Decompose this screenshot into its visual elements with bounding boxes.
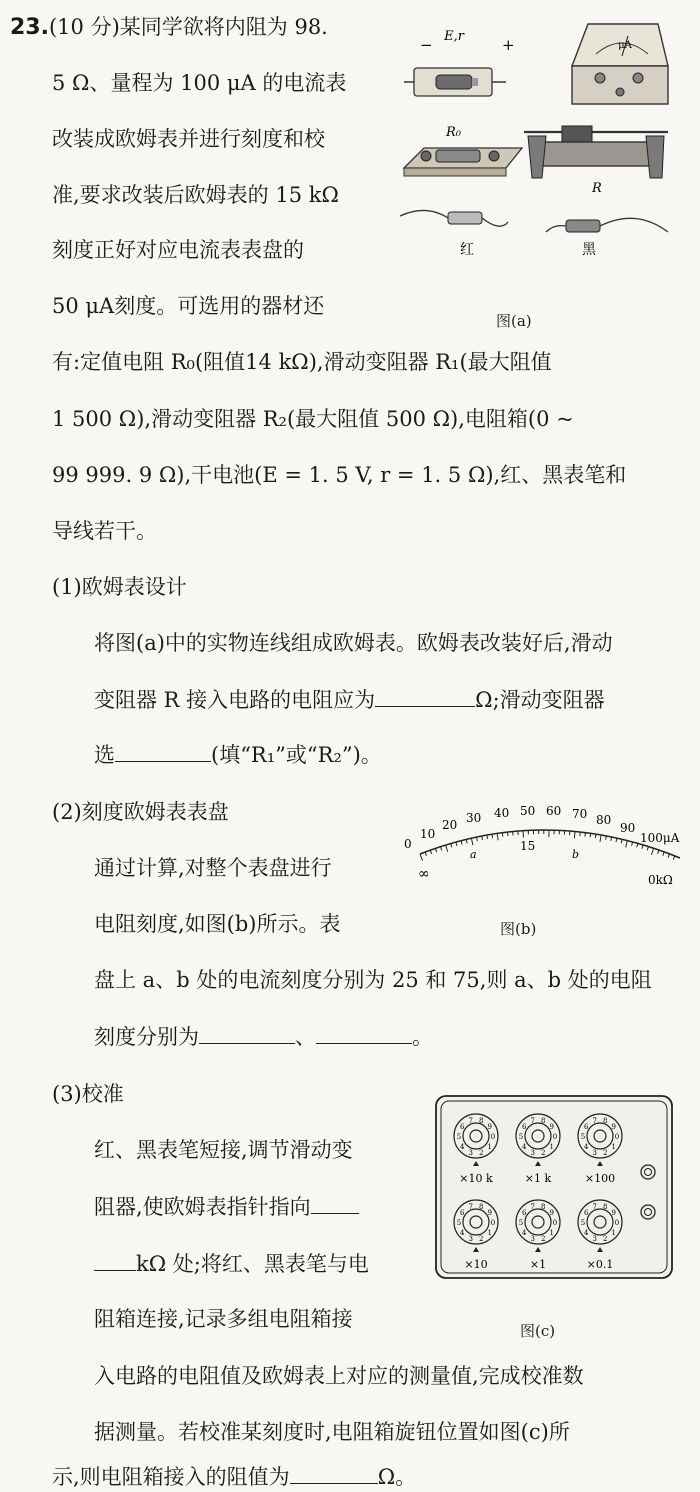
svg-text:1: 1 [550,1143,554,1151]
answer-blank-b-resistance[interactable] [316,1021,412,1044]
dial-tick [497,833,498,840]
microammeter-icon [572,24,668,104]
dial-tick [446,845,448,852]
multiplier-x10k: ×10 k [459,1172,493,1185]
svg-text:1: 1 [550,1229,554,1237]
part1-line-2 [94,684,605,715]
answer-blank-kohm-part2[interactable] [94,1248,136,1271]
dial-tick [651,848,653,855]
svg-text:9: 9 [612,1209,616,1217]
part1-line-3-tail: (填“R₁”或“R₂”)。 [211,743,382,767]
part3-line-2-text: 阻器,使欧姆表指针指向 [94,1195,311,1219]
svg-text:4: 4 [460,1229,465,1237]
intro-line-1: 某同学欲将内阻为 98. [120,15,328,39]
figure-a [396,18,696,278]
svg-text:3: 3 [469,1235,473,1243]
part3-line-3-text: kΩ 处;将红、黑表笔与电 [136,1252,369,1276]
svg-text:9: 9 [488,1209,492,1217]
svg-text:5: 5 [519,1133,523,1141]
black-probe-icon [546,218,668,232]
svg-text:7: 7 [469,1203,473,1211]
multiplier-x1k: ×1 k [525,1172,552,1185]
figure-a-caption: 图(a) [496,310,532,331]
intro-line-4: 准,要求改装后欧姆表的 15 kΩ [52,180,339,210]
answer-blank-r-value[interactable] [375,684,475,707]
multiplier-x10: ×10 [464,1258,487,1271]
svg-text:2: 2 [479,1235,483,1243]
multiplier-x100: ×100 [585,1172,615,1185]
tick-label-60: 60 [546,804,561,818]
meter-unit-label: μA [618,40,632,51]
svg-text:6: 6 [522,1209,527,1217]
svg-text:2: 2 [541,1149,545,1157]
battery-label: E,r [443,29,465,44]
svg-text:0: 0 [491,1219,495,1227]
zero-kohm-label: 0kΩ [648,873,673,887]
infinity-label: ∞ [418,866,430,882]
rheostat-label: R [591,181,602,196]
intro-full-line-1: 有:定值电阻 R₀(阻值14 kΩ),滑动变阻器 R₁(最大阻值 [52,347,552,377]
svg-text:3: 3 [531,1149,535,1157]
part3-line-4: 阻箱连接,记录多组电阻箱接 [94,1304,353,1334]
intro-line-5: 刻度正好对应电流表表盘的 [52,235,304,265]
svg-text:0: 0 [615,1133,619,1141]
svg-text:0: 0 [553,1219,557,1227]
red-probe-label: 红 [460,242,474,258]
part3-line-5: 入电路的电阻值及欧姆表上对应的测量值,完成校准数 [94,1361,584,1391]
figure-b-caption: 图(b) [500,918,536,939]
svg-text:8: 8 [541,1117,545,1125]
svg-text:7: 7 [531,1203,535,1211]
svg-text:1: 1 [612,1143,616,1151]
part2-line-4-text: 刻度分别为 [94,1025,199,1049]
svg-text:5: 5 [457,1133,461,1141]
tick-label-20: 20 [442,818,457,832]
part2-line-2: 电阻刻度,如图(b)所示。表 [94,909,341,939]
svg-text:3: 3 [593,1235,597,1243]
svg-text:8: 8 [479,1203,483,1211]
part3-heading: (3)校准 [52,1079,124,1109]
dial-tick [420,854,423,861]
tick-label-100ua: 100μA [640,831,680,845]
svg-text:1: 1 [612,1229,616,1237]
svg-text:2: 2 [479,1149,483,1157]
rheostat-icon [524,126,668,178]
part2-line-3: 盘上 a、b 处的电流刻度分别为 25 和 75,则 a、b 处的电阻 [94,965,652,995]
part3-line-7 [52,1461,416,1492]
part3-line-1: 红、黑表笔短接,调节滑动变 [94,1135,353,1165]
fixed-resistor-icon [404,148,522,176]
question-score: (10 分) [49,15,120,39]
dial-tick [626,841,628,848]
tick-label-30: 30 [466,811,481,825]
tick-label-40: 40 [494,806,509,820]
mark-b-label: b [572,848,579,861]
part2-heading: (2)刻度欧姆表表盘 [52,797,229,827]
svg-text:8: 8 [603,1117,607,1125]
svg-text:4: 4 [522,1229,527,1237]
intro-line-6: 50 μA刻度。可选用的器材还 [52,291,324,321]
battery-icon [404,68,506,96]
answer-blank-rheostat-choice[interactable] [115,739,211,762]
svg-text:5: 5 [519,1219,523,1227]
tick-label-70: 70 [572,807,587,821]
ohm-mid-label: 15 [520,839,535,853]
red-probe-icon [400,210,508,226]
intro-line-3: 改装成欧姆表并进行刻度和校 [52,124,325,154]
svg-text:6: 6 [460,1123,465,1131]
question-number: 23. [10,15,49,40]
svg-text:9: 9 [612,1123,616,1131]
figure-c-caption: 图(c) [520,1320,555,1341]
question-header [10,12,328,43]
svg-text:5: 5 [581,1133,585,1141]
svg-text:7: 7 [531,1117,535,1125]
part3-line-7-tail: Ω。 [378,1465,416,1489]
battery-plus: + [502,36,515,54]
tick-label-50: 50 [520,804,535,818]
part1-line-1: 将图(a)中的实物连线组成欧姆表。欧姆表改装好后,滑动 [94,628,613,658]
svg-text:4: 4 [584,1143,589,1151]
svg-text:0: 0 [553,1133,557,1141]
figure-b-dial [400,796,696,904]
part1-heading: (1)欧姆表设计 [52,572,187,602]
svg-text:7: 7 [593,1203,597,1211]
part3-line-6: 据测量。若校准某刻度时,电阻箱旋钮位置如图(c)所 [94,1417,570,1447]
answer-blank-kohm-part1[interactable] [311,1191,359,1214]
intro-full-line-2: 1 500 Ω),滑动变阻器 R₂(最大阻值 500 Ω),电阻箱(0 ~ [52,404,574,434]
svg-text:2: 2 [541,1235,545,1243]
svg-text:4: 4 [584,1229,589,1237]
svg-text:3: 3 [469,1149,473,1157]
svg-text:6: 6 [522,1123,527,1131]
svg-text:0: 0 [491,1133,495,1141]
tick-label-0: 0 [404,837,412,851]
part2-line-4-sep: 、 [295,1025,316,1049]
intro-full-line-4: 导线若干。 [52,516,157,546]
intro-full-line-3: 99 999. 9 Ω),干电池(E = 1. 5 V, r = 1. 5 Ω),红、黑表笔和 [52,460,626,490]
svg-text:6: 6 [584,1209,589,1217]
dial-tick [600,835,601,842]
battery-minus: − [420,36,433,54]
svg-text:1: 1 [488,1143,492,1151]
tick-label-80: 80 [596,813,611,827]
part3-line-3 [94,1248,369,1279]
svg-text:8: 8 [603,1203,607,1211]
svg-text:6: 6 [460,1209,465,1217]
svg-text:7: 7 [469,1117,473,1125]
svg-text:4: 4 [460,1143,465,1151]
mark-a-label: a [470,848,477,861]
part2-line-1: 通过计算,对整个表盘进行 [94,853,332,883]
svg-text:9: 9 [550,1209,554,1217]
figure-c-resistance-box [432,1094,676,1282]
tick-label-10: 10 [420,827,435,841]
answer-blank-box-resistance[interactable] [290,1461,378,1484]
dial-tick [471,838,473,845]
multiplier-x0-1: ×0.1 [587,1258,614,1271]
svg-text:1: 1 [488,1229,492,1237]
svg-text:8: 8 [479,1117,483,1125]
answer-blank-a-resistance[interactable] [199,1021,295,1044]
multiplier-x1: ×1 [530,1258,546,1271]
part1-line-2-tail: Ω;滑动变阻器 [475,688,605,712]
part3-line-7-text: 示,则电阻箱接入的阻值为 [52,1465,290,1489]
svg-text:2: 2 [603,1149,607,1157]
dial-tick [574,831,575,838]
r0-label: R₀ [445,125,462,140]
part1-line-3 [94,739,382,770]
svg-text:5: 5 [457,1219,461,1227]
svg-text:5: 5 [581,1219,585,1227]
svg-text:0: 0 [615,1219,619,1227]
svg-text:9: 9 [550,1123,554,1131]
part1-line-2-text: 变阻器 R 接入电路的电阻应为 [94,688,375,712]
svg-text:6: 6 [584,1123,589,1131]
svg-text:4: 4 [522,1143,527,1151]
tick-label-90: 90 [620,821,635,835]
svg-text:3: 3 [531,1235,535,1243]
part3-line-2 [94,1191,359,1222]
intro-line-2: 5 Ω、量程为 100 μA 的电流表 [52,68,346,98]
svg-text:9: 9 [488,1123,492,1131]
part1-line-3-text: 选 [94,743,115,767]
black-probe-label: 黑 [582,242,597,258]
svg-text:2: 2 [603,1235,607,1243]
svg-text:3: 3 [593,1149,597,1157]
svg-text:8: 8 [541,1203,545,1211]
svg-text:7: 7 [593,1117,597,1125]
part2-line-4 [94,1021,433,1052]
part2-line-4-end: 。 [412,1025,433,1049]
